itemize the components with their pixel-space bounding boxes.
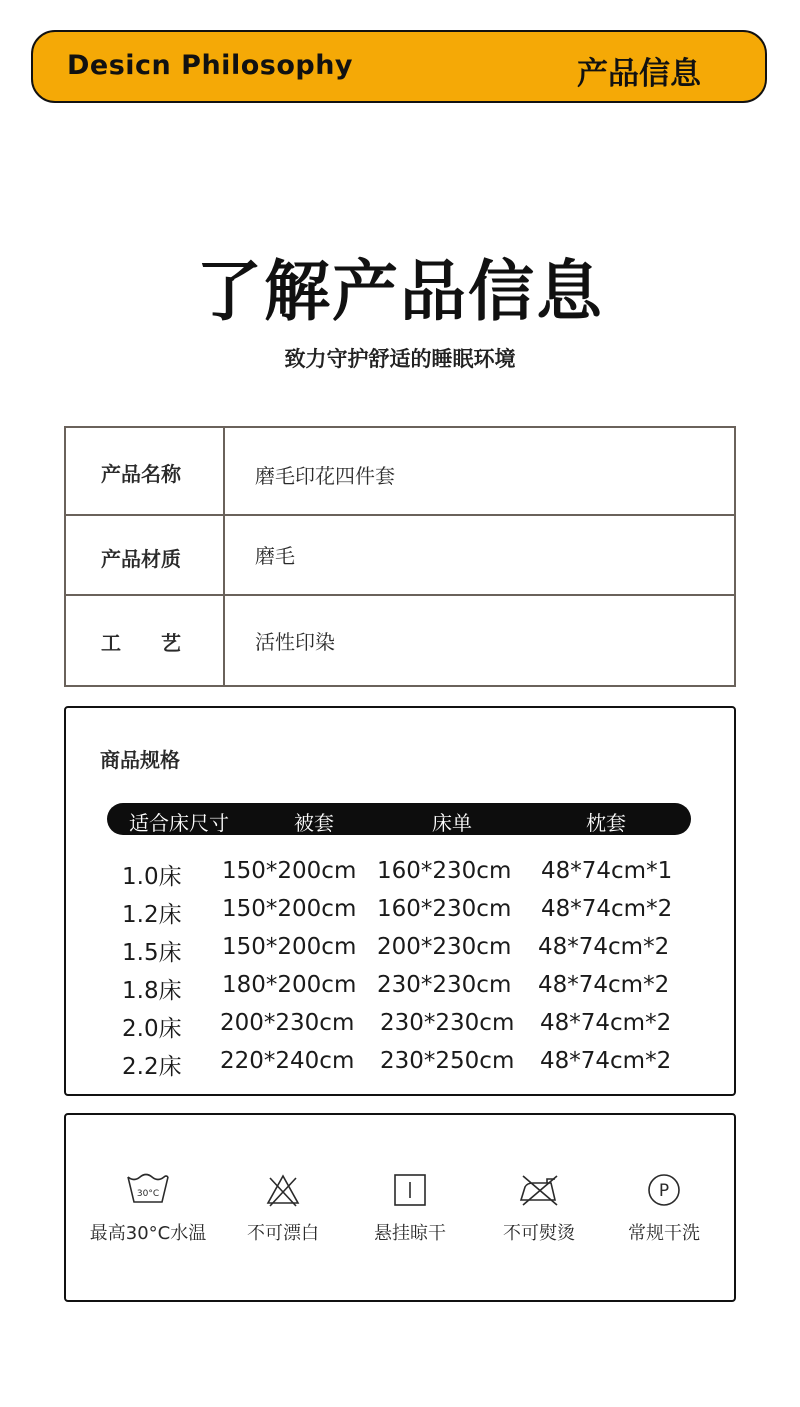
- banner-english-title: Desicn Philosophy: [67, 50, 354, 81]
- spec-header-sheet: 床单: [432, 811, 472, 835]
- spec-cell-pillow: 48*74cm*2: [541, 896, 673, 922]
- header-banner: [31, 30, 767, 103]
- care-item-hang-dry: [340, 1173, 480, 1263]
- info-key-cell: [66, 428, 225, 514]
- care-item-dry-clean: [594, 1173, 734, 1263]
- info-row-name: [66, 428, 734, 516]
- spec-row: [66, 896, 734, 930]
- spec-row: [66, 934, 734, 968]
- no-bleach-icon: [265, 1173, 301, 1207]
- spec-cell-sheet: 160*230cm: [377, 858, 512, 884]
- spec-card: [64, 706, 736, 1096]
- info-key: 产品名称: [101, 462, 181, 486]
- page-title: 了解产品信息: [196, 253, 604, 330]
- care-label: 常规干洗: [628, 1223, 700, 1244]
- care-label: 不可漂白: [247, 1223, 319, 1244]
- spec-cell-sheet: 230*230cm: [380, 1010, 515, 1036]
- spec-cell-duvet: 150*200cm: [222, 934, 357, 960]
- hang-dry-icon: [393, 1173, 427, 1207]
- spec-header-duvet: 被套: [294, 811, 334, 835]
- spec-header-pillowcase: 枕套: [586, 811, 626, 835]
- spec-cell-duvet: 220*240cm: [220, 1048, 355, 1074]
- spec-cell-size: 1.8床: [122, 978, 182, 1004]
- info-key: 工 艺: [101, 631, 181, 655]
- spec-header-bed-size: 适合床尺寸: [129, 811, 229, 835]
- care-label: 悬挂晾干: [374, 1223, 446, 1244]
- spec-row: [66, 972, 734, 1006]
- spec-cell-duvet: 150*200cm: [222, 858, 357, 884]
- page-subtitle: 致力守护舒适的睡眠环境: [284, 347, 516, 371]
- dry-clean-mark: P: [658, 1181, 670, 1201]
- care-instructions-card: [64, 1113, 736, 1302]
- info-row-material: [66, 516, 734, 596]
- wash-30-icon: [125, 1173, 171, 1205]
- spec-cell-pillow: 48*74cm*2: [540, 1010, 672, 1036]
- spec-cell-duvet: 180*200cm: [222, 972, 357, 998]
- dry-clean-icon: [646, 1173, 682, 1207]
- banner-chinese-title: 产品信息: [577, 56, 701, 92]
- info-key-cell: [66, 596, 225, 685]
- spec-cell-sheet: 230*250cm: [380, 1048, 515, 1074]
- spec-cell-size: 1.0床: [122, 864, 182, 890]
- spec-row: [66, 1048, 734, 1082]
- spec-cell-size: 2.2床: [122, 1054, 182, 1080]
- spec-cell-size: 1.2床: [122, 902, 182, 928]
- spec-header-bar: [107, 803, 691, 835]
- spec-cell-pillow: 48*74cm*2: [540, 1048, 672, 1074]
- info-value: 磨毛印花四件套: [255, 464, 395, 488]
- spec-cell-sheet: 230*230cm: [377, 972, 512, 998]
- product-info-table: [64, 426, 736, 687]
- info-key-cell: [66, 516, 225, 594]
- wash-temperature-mark: 30°C: [136, 1189, 160, 1199]
- no-iron-icon: [517, 1173, 561, 1207]
- spec-title: 商品规格: [100, 748, 180, 772]
- info-row-craft: [66, 596, 734, 685]
- spec-cell-size: 2.0床: [122, 1016, 182, 1042]
- spec-cell-pillow: 48*74cm*1: [541, 858, 673, 884]
- care-item-wash: [78, 1173, 218, 1263]
- spec-cell-pillow: 48*74cm*2: [538, 972, 670, 998]
- info-key: 产品材质: [101, 547, 181, 571]
- spec-row: [66, 858, 734, 892]
- care-item-no-iron: [469, 1173, 609, 1263]
- info-value: 磨毛: [255, 544, 295, 568]
- spec-cell-sheet: 160*230cm: [377, 896, 512, 922]
- spec-cell-duvet: 200*230cm: [220, 1010, 355, 1036]
- spec-cell-duvet: 150*200cm: [222, 896, 357, 922]
- spec-row: [66, 1010, 734, 1044]
- care-label: 最高30°C水温: [89, 1223, 207, 1244]
- care-item-no-bleach: [213, 1173, 353, 1263]
- info-value: 活性印染: [255, 630, 335, 654]
- care-label: 不可熨烫: [503, 1223, 575, 1244]
- spec-cell-pillow: 48*74cm*2: [538, 934, 670, 960]
- spec-cell-sheet: 200*230cm: [377, 934, 512, 960]
- spec-cell-size: 1.5床: [122, 940, 182, 966]
